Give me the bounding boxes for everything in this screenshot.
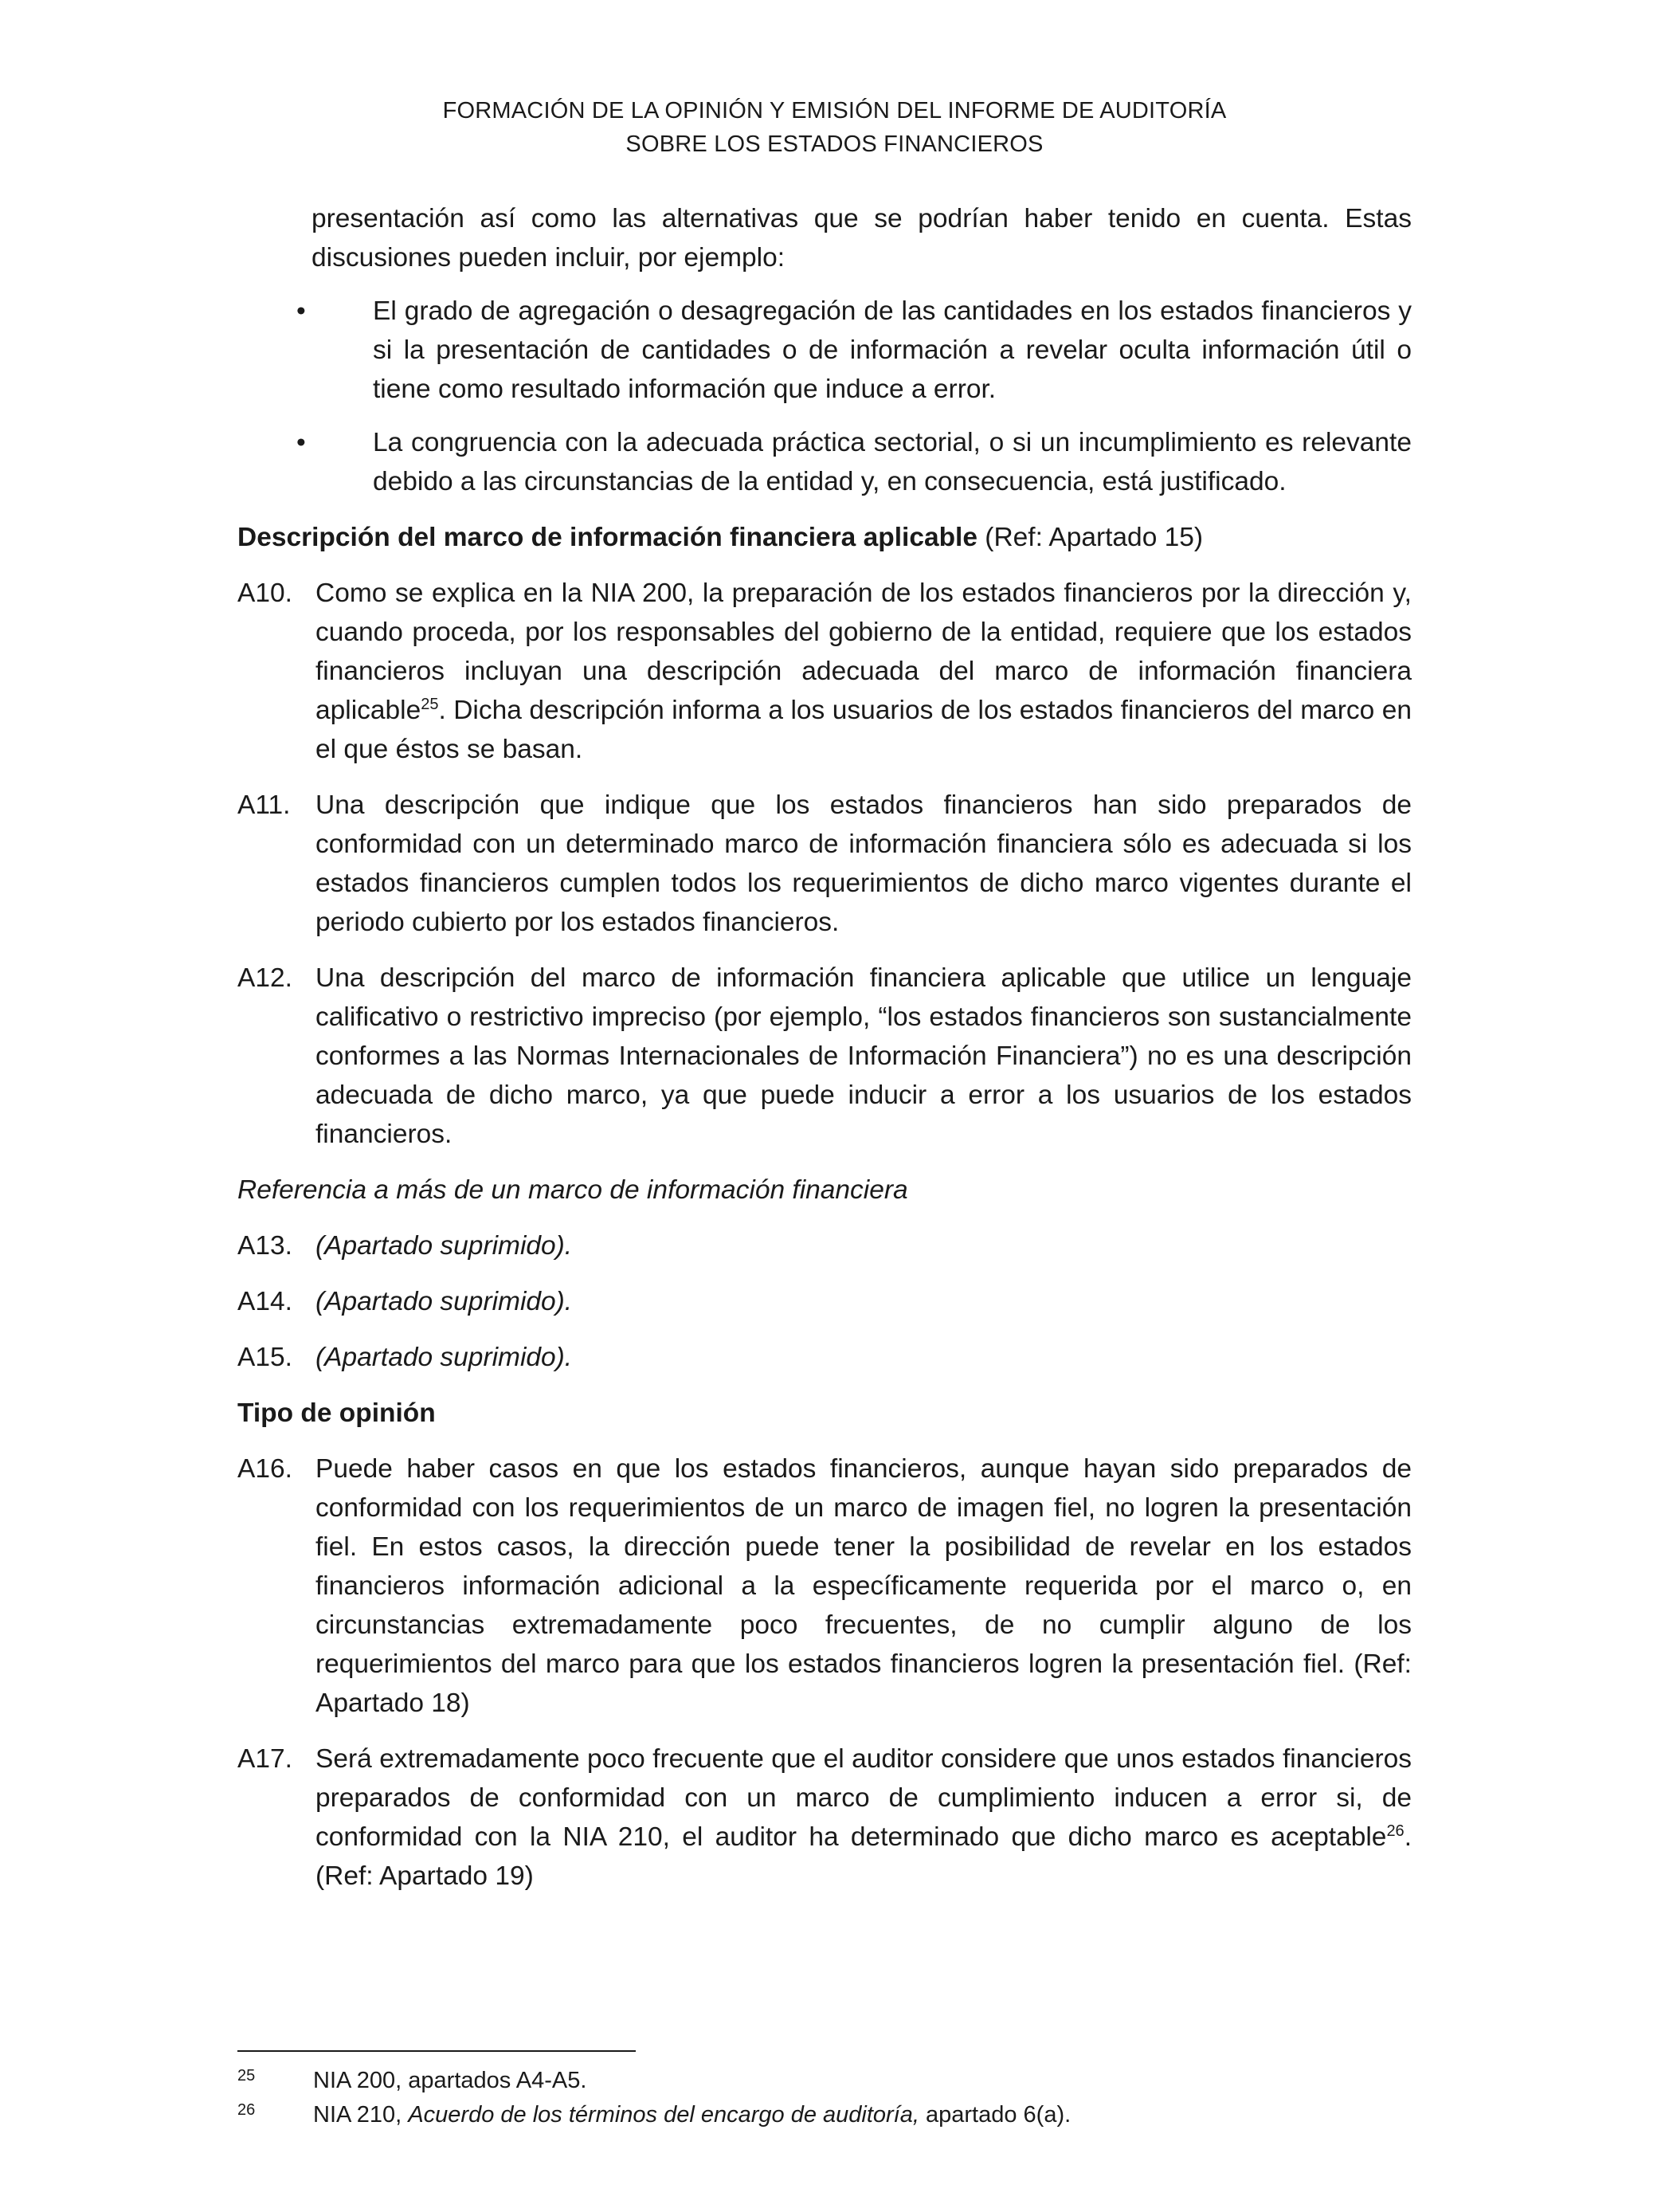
document-body <box>237 199 1412 1896</box>
paragraph-text-cont: . (Ref: Apartado 19) <box>315 1822 1412 1891</box>
section-heading-marco <box>237 518 1412 557</box>
footnote-26 <box>237 2098 1412 2132</box>
paragraph-text: Como se explica en la NIA 200, la preparación de los estados financieros por la dirección y, cuando proceda, por los responsables del gobierno de la entidad, requiere que los estados financieros incluyan una descripción adecuada del marco de información financiera aplicable <box>315 578 1412 725</box>
paragraph-number: A10. <box>237 578 292 608</box>
bullet-text: El grado de agregación o desagregación de las cantidades en los estados financieros y si la presentación de cantidades o de información a revelar oculta información útil o tiene como resultado información que induce a error. <box>373 296 1412 404</box>
bullet-mark: • <box>296 428 306 457</box>
footnote-text: NIA 210, <box>313 2102 409 2128</box>
paragraph-text: Puede haber casos en que los estados financieros, aunque hayan sido preparados de conformidad con los requerimientos de un marco de imagen fiel, no logren la presentación fiel. En estos casos, la dirección puede tener la posibilidad de revelar en los estados financieros información adicional a la específicamente requerida por el marco o, en circunstancias extremadamente poco frecuentes, de no cumplir alguno de los requerimientos del marco para que los estados financieros logren la presentación fiel. (Ref: Apartado 18) <box>315 1454 1412 1718</box>
footnote-text-cont: apartado 6(a). <box>919 2102 1072 2128</box>
footnote-ref-26: 26 <box>1386 1822 1405 1840</box>
paragraph-text: Será extremadamente poco frecuente que el auditor considere que unos estados financieros preparados de conformidad con un marco de cumplimiento inducen a error si, de conformidad con la NIA 210, el auditor ha determinado que dicho marco es aceptable <box>315 1744 1412 1852</box>
subheading-referencia: Referencia a más de un marco de información financiera <box>237 1175 908 1205</box>
footnote-separator <box>237 2050 636 2052</box>
bullet-item <box>296 292 1412 409</box>
paragraph-number: A15. <box>237 1343 292 1372</box>
paragraph-text: Una descripción que indique que los estados financieros han sido preparados de conformidad con un determinado marco de información financiera sólo es adecuada si los estados financieros cumplen todos los requerimientos de dicho marco vigentes durante el periodo cubierto por los estados financieros. <box>315 790 1412 937</box>
section-heading-text: Descripción del marco de información financiera aplicable <box>237 523 978 552</box>
bullet-item <box>296 423 1412 501</box>
header-line-2: SOBRE LOS ESTADOS FINANCIEROS <box>625 131 1044 157</box>
paragraph-a17 <box>237 1739 1412 1896</box>
paragraph-text: Una descripción del marco de información financiera aplicable que utilice un lenguaje calificativo o restrictivo impreciso (por ejemplo, “los estados financieros son sustancialmente conformes a las Normas Internacionales de Información Financiera”) no es una descripción adecuada de dicho marco, ya que puede inducir a error a los usuarios de los estados financieros. <box>315 963 1412 1149</box>
paragraph-a16 <box>237 1449 1412 1723</box>
footnote-number: 26 <box>237 2101 256 2119</box>
paragraph-number: A17. <box>237 1744 292 1774</box>
footnote-title: Acuerdo de los términos del encargo de auditoría, <box>408 2102 919 2128</box>
paragraph-text: (Apartado suprimido). <box>315 1287 573 1316</box>
paragraph-a15 <box>237 1338 1412 1377</box>
footnote-25 <box>237 2064 1412 2098</box>
section-ref: (Ref: Apartado 15) <box>978 523 1204 552</box>
header-line-1: FORMACIÓN DE LA OPINIÓN Y EMISIÓN DEL INFORME DE AUDITORÍA <box>442 98 1227 124</box>
footnote-ref-25: 25 <box>421 695 439 713</box>
bullet-text: La congruencia con la adecuada práctica sectorial, o si un incumplimiento es relevante debido a las circunstancias de la entidad y, en consecuencia, está justificado. <box>373 428 1412 496</box>
paragraph-text-cont: . Dicha descripción informa a los usuarios de los estados financieros del marco en el que éstos se basan. <box>315 696 1412 764</box>
page-header <box>0 94 1669 161</box>
paragraph-a13 <box>237 1226 1412 1265</box>
footnotes <box>237 2064 1412 2132</box>
bullet-mark: • <box>296 296 306 326</box>
intro-paragraph: presentación así como las alternativas que se podrían haber tenido en cuenta. Estas discusiones pueden incluir, por ejemplo: <box>311 204 1412 273</box>
paragraph-number: A12. <box>237 963 292 993</box>
paragraph-number: A11. <box>237 790 291 820</box>
paragraph-text: (Apartado suprimido). <box>315 1231 573 1261</box>
paragraph-number: A14. <box>237 1287 292 1316</box>
section-heading-tipo-opinion: Tipo de opinión <box>237 1398 436 1428</box>
paragraph-number: A13. <box>237 1231 292 1261</box>
paragraph-a14 <box>237 1282 1412 1321</box>
paragraph-number: A16. <box>237 1454 292 1484</box>
footnote-text: NIA 200, apartados A4-A5. <box>313 2068 587 2093</box>
footnote-number: 25 <box>237 2067 256 2085</box>
paragraph-a11 <box>237 786 1412 942</box>
paragraph-a12 <box>237 959 1412 1154</box>
paragraph-text: (Apartado suprimido). <box>315 1343 573 1372</box>
paragraph-a10 <box>237 574 1412 769</box>
